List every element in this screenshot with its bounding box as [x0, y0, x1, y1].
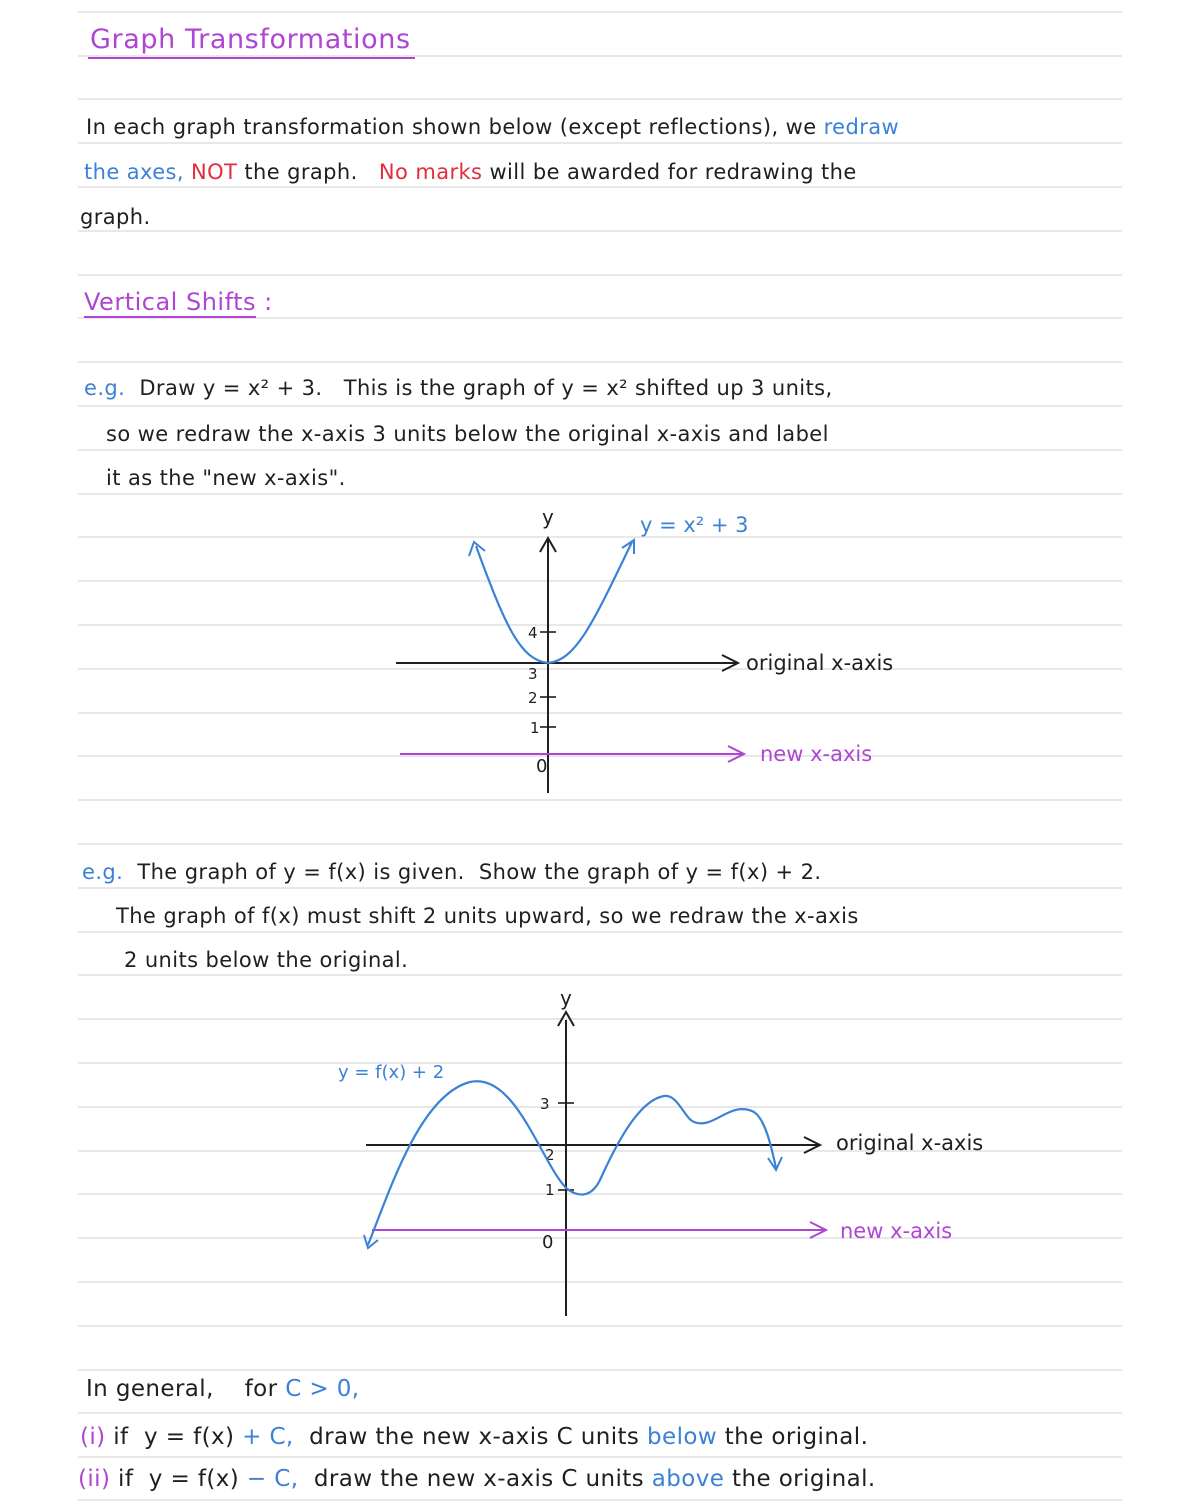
general-line-1: [86, 1376, 360, 1402]
graph2-new-label: new x-axis: [840, 1219, 953, 1243]
ex2-text-3: 2 units below the original.: [124, 948, 409, 972]
graph1-curve-label: y = x² + 3: [640, 513, 749, 537]
general-below: below: [647, 1424, 718, 1450]
general-draw-2: draw the new x-axis C units: [313, 1466, 645, 1492]
graph2-tick-label-2: 2: [545, 1146, 555, 1164]
graph1-new-label: new x-axis: [760, 742, 873, 766]
graph2-y-label: y: [560, 986, 572, 1010]
graph1-original-label: original x-axis: [746, 651, 894, 675]
ex1-eg: e.g.: [84, 376, 126, 400]
general-draw-1: draw the new x-axis C units: [309, 1424, 640, 1450]
general-fx-1: y = f(x): [144, 1424, 235, 1450]
section-heading-text: Vertical Shifts: [84, 288, 257, 316]
general-if-1: if: [113, 1424, 129, 1450]
general-line-2: [80, 1424, 868, 1450]
ex1-text-1: Draw y = x² + 3. This is the graph of y = x² shifted up 3 units,: [139, 376, 833, 400]
ex2-eg: e.g.: [82, 860, 124, 884]
intro-no-marks: No marks: [378, 160, 483, 184]
graph2-curve: [368, 1081, 776, 1245]
general-fx-2: y = f(x): [148, 1466, 240, 1492]
graph1-tick-label-2: 2: [528, 689, 538, 707]
graph2-tick-label-1: 1: [545, 1181, 555, 1199]
graph2-curve-label: y = f(x) + 2: [338, 1062, 445, 1083]
general-original-1: the original.: [724, 1424, 869, 1450]
general-i: (i): [80, 1424, 106, 1450]
general-ii: (ii): [78, 1466, 111, 1492]
graph1-tick-label-3: 3: [528, 665, 538, 683]
ex2-text-2: The graph of f(x) must shift 2 units upward, so we redraw the x-axis: [116, 904, 859, 928]
graph1-tick-label-1: 1: [530, 719, 540, 737]
page-title: Graph Transformations: [88, 24, 415, 59]
section-heading-colon: :: [264, 288, 273, 316]
intro-we: we: [785, 115, 817, 139]
general-above: above: [651, 1466, 725, 1492]
ex2-text-1: The graph of y = f(x) is given. Show the graph of y = f(x) + 2.: [137, 860, 822, 884]
general-minus-c: − C,: [246, 1466, 299, 1492]
general-plus-c: + C,: [242, 1424, 294, 1450]
ex1-text-3: it as the "new x-axis".: [106, 466, 346, 490]
general-line-3: [78, 1466, 876, 1492]
general-c-condition: C > 0,: [285, 1376, 360, 1402]
intro-not: NOT: [191, 160, 238, 184]
ex1-text-2: so we redraw the x-axis 3 units below the original x-axis and label: [106, 422, 829, 446]
graph1-tick-label-0: 0: [536, 756, 548, 777]
graph2-original-label: original x-axis: [836, 1131, 984, 1155]
intro-graph-word: graph.: [80, 205, 151, 229]
intro-the-graph: the graph.: [244, 160, 358, 184]
intro-will-be-awarded: will be awarded for redrawing the: [489, 160, 857, 184]
general-for: for: [244, 1376, 278, 1402]
intro-text-1: In each graph transformation shown below (except reflections),: [86, 115, 779, 139]
graph2-tick-label-0: 0: [542, 1232, 554, 1253]
intro-the-axes: the axes,: [84, 160, 184, 184]
graph2-tick-label-3: 3: [540, 1095, 550, 1113]
general-in-general: In general,: [86, 1376, 214, 1402]
graph1-y-label: y: [542, 505, 554, 529]
graph1-tick-label-4: 4: [528, 624, 538, 642]
general-original-2: the original.: [732, 1466, 876, 1492]
intro-redraw: redraw: [823, 115, 900, 139]
general-if-2: if: [118, 1466, 134, 1492]
